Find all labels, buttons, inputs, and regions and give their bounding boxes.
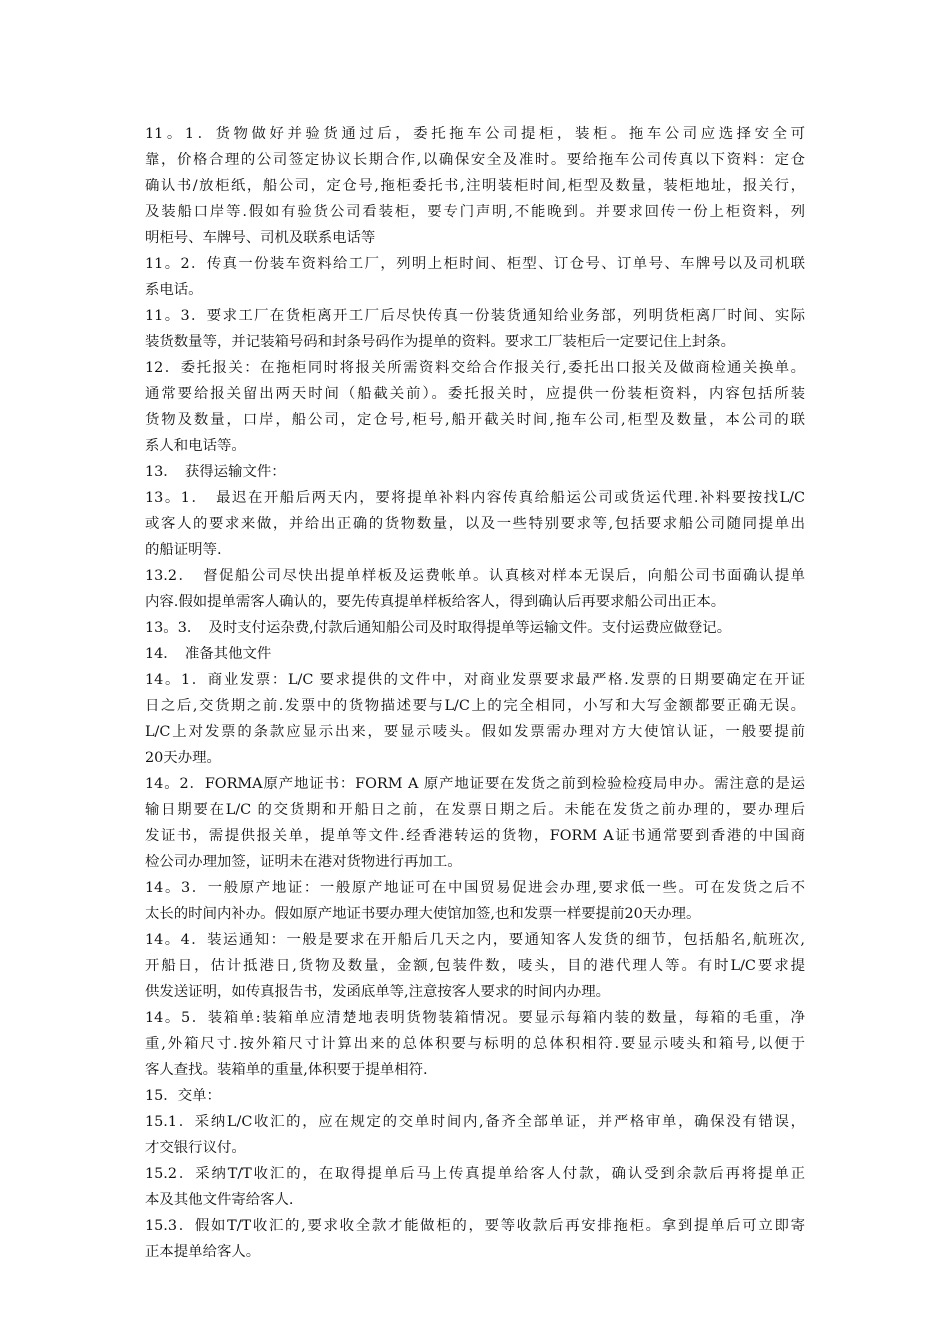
text-line: 内容.假如提单需客人确认的，要先传真提单样板给客人，得到确认后再要求船公司出正本。 <box>145 594 726 610</box>
section-heading: 15．交单： <box>145 1088 221 1104</box>
text-line: 及装船口岸等.假如有验货公司看装柜，要专门声明,不能晚到。并要求回传一份上柜资料，列 <box>145 204 805 220</box>
text-line: 才交银行议付。 <box>145 1140 246 1156</box>
text-line: 13。3． 及时支付运杂费,付款后通知船公司及时取得提单等运输文件。支付运费应做登记。 <box>145 620 732 636</box>
text-line: 20天办理。 <box>145 750 221 766</box>
text-line: 系人和电话等。 <box>145 438 246 454</box>
text-line: 重,外箱尺寸.按外箱尺寸计算出来的总体积要与标明的总体积相符.要显示唛头和箱号,以便于 <box>145 1036 805 1052</box>
text-line: 本及其他文件寄给客人. <box>145 1192 294 1208</box>
text-line: 系电话。 <box>145 282 203 298</box>
text-line: 货物及数量，口岸，船公司，定仓号,柜号,船开截关时间,拖车公司,柜型及数量，本公司的联 <box>145 412 805 428</box>
text-line: 日之后,交货期之前.发票中的货物描述要与L/C上的完全相同，小写和大写金额都要正确无误。 <box>145 698 805 714</box>
text-line: 11。2．传真一份装车资料给工厂，列明上柜时间、柜型、订仓号、订单号、车牌号以及司机联 <box>145 256 805 272</box>
text-line: 客人查找。装箱单的重量,体积要于提单相符. <box>145 1062 428 1078</box>
section-heading: 13． 获得运输文件： <box>145 464 286 480</box>
text-line: 开船日，估计抵港日,货物及数量，金额,包装件数，唛头，目的港代理人等。有时L/C要求提 <box>145 958 805 974</box>
text-line: 通常要给报关留出两天时间（船截关前）。委托报关时，应提供一份装柜资料，内容包括所装 <box>145 386 805 402</box>
text-line: 13.2． 督促船公司尽快出提单样板及运费帐单。认真核对样本无误后，向船公司书面确认提单 <box>145 568 805 584</box>
text-line: 的船证明等. <box>145 542 222 558</box>
text-line: 正本提单给客人。 <box>145 1244 261 1260</box>
text-line: 或客人的要求来做，并给出正确的货物数量，以及一些特别要求等,包括要求船公司随同提单出 <box>145 516 805 532</box>
text-line: 发证书，需提供报关单，提单等文件.经香港转运的货物，FORM A证书通常要到香港的中国商 <box>145 828 805 844</box>
text-line: 11。3．要求工厂在货柜离开工厂后尽快传真一份装货通知给业务部，列明货柜离厂时间、实际 <box>145 308 805 324</box>
text-line: 太长的时间内补办。假如原产地证书要办理大使馆加签,也和发票一样要提前20天办理。 <box>145 906 701 922</box>
text-line: 装货数量等，并记装箱号码和封条号码作为提单的资料。要求工厂装柜后一定要记住上封条。 <box>145 334 736 350</box>
text-line: 14。4．装运通知：一般是要求在开船后几天之内，要通知客人发货的细节，包括船名,航班次, <box>145 932 805 948</box>
text-line: 供发送证明，如传真报告书，发函底单等,注意按客人要求的时间内办理。 <box>145 984 611 1000</box>
text-line: 14。1．商业发票：L/C 要求提供的文件中，对商业发票要求最严格.发票的日期要确定在开证 <box>145 672 805 688</box>
document-body <box>145 121 805 1265</box>
text-line: 检公司办理加签，证明未在港对货物进行再加工。 <box>145 854 462 870</box>
text-line: L/C上对发票的条款应显示出来，要显示唛头。假如发票需办理对方大使馆认证，一般要提前 <box>145 724 805 740</box>
text-line: 15.3．假如T/T收汇的,要求收全款才能做柜的，要等收款后再安排拖柜。拿到提单后可立即寄 <box>145 1218 805 1234</box>
text-line: 15.1．采纳L/C收汇的，应在规定的交单时间内,备齐全部单证，并严格审单，确保没有错误， <box>145 1114 805 1130</box>
text-line: 14。2．FORMA原产地证书：FORM A 原产地证要在发货之前到检验检疫局申办。需注意的是运 <box>145 776 805 792</box>
text-line: 14。5．装箱单:装箱单应清楚地表明货物装箱情况。要显示每箱内装的数量，每箱的毛重，净 <box>145 1010 805 1026</box>
text-line: 12．委托报关：在拖柜同时将报关所需资料交给合作报关行,委托出口报关及做商检通关换单。 <box>145 360 805 376</box>
text-line: 靠，价格合理的公司签定协议长期合作,以确保安全及准时。要给拖车公司传真以下资料：定仓 <box>145 152 805 168</box>
text-line: 明柜号、车牌号、司机及联系电话等 <box>145 230 376 246</box>
section-heading: 14． 准备其他文件 <box>145 646 272 662</box>
text-line: 确认书/放柜纸，船公司，定仓号,拖柜委托书,注明装柜时间,柜型及数量，装柜地址，报关行， <box>145 178 805 194</box>
text-line: 输日期要在L/C 的交货期和开船日之前，在发票日期之后。未能在发货之前办理的，要办理后 <box>145 802 805 818</box>
text-line: 15.2．采纳T/T收汇的，在取得提单后马上传真提单给客人付款，确认受到余款后再将提单正 <box>145 1166 805 1182</box>
text-line: 14。3．一般原产地证：一般原产地证可在中国贸易促进会办理,要求低一些。可在发货之后不 <box>145 880 805 896</box>
text-line: 13。1． 最迟在开船后两天内，要将提单补料内容传真给船运公司或货运代理.补料要按找L/C <box>145 490 805 506</box>
text-line: 11。1．货物做好并验货通过后，委托拖车公司提柜，装柜。拖车公司应选择安全可 <box>145 126 805 142</box>
